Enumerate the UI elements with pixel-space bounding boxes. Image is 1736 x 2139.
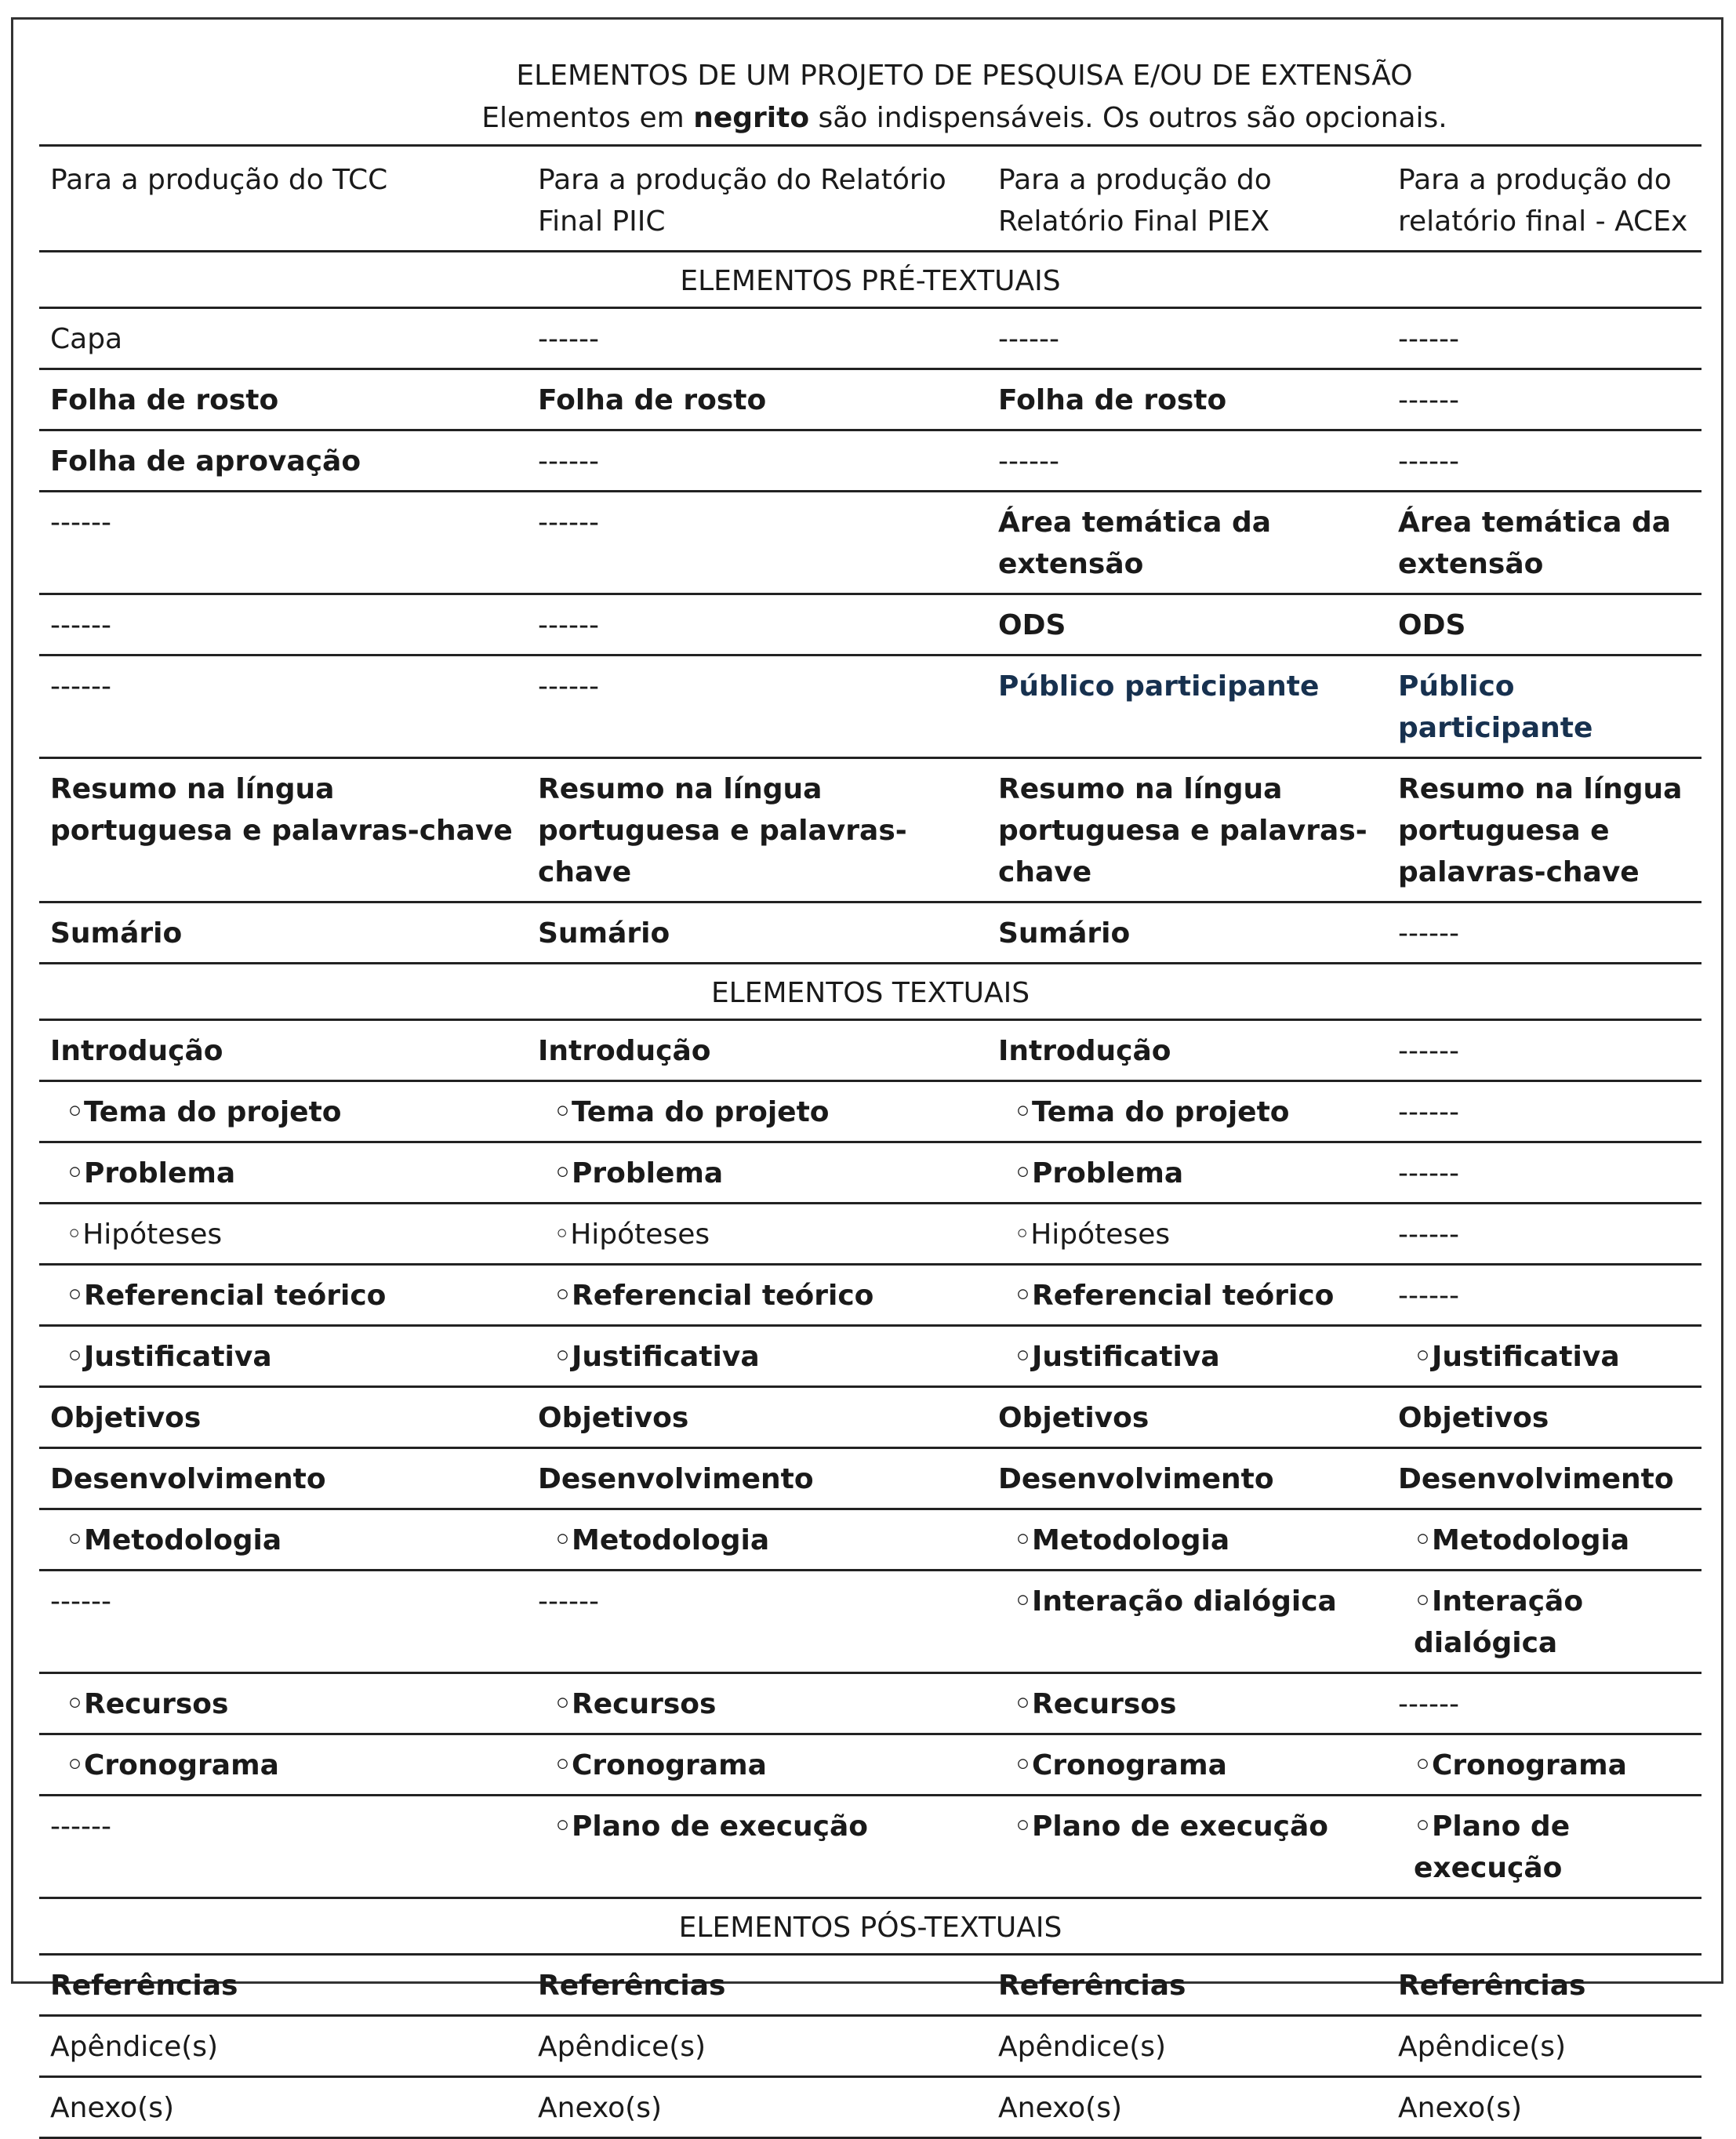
section-heading-pre-textual-row [39,252,1701,308]
table-cell: Desenvolvimento [1387,1448,1701,1509]
table-cell: ◦Justificativa [527,1326,987,1387]
table-cell: ◦Referencial teórico [39,1265,527,1326]
table-cell: Capa [39,308,527,369]
table-cell: ------ [1387,1081,1701,1142]
section-heading-textual: ELEMENTOS TEXTUAIS [39,964,1701,1020]
table-cell: ------ [527,594,987,656]
table-cell: Desenvolvimento [39,1448,527,1509]
table-row [39,2077,1701,2138]
table-row [39,1734,1701,1796]
table-cell: ◦Problema [987,1142,1387,1204]
subtitle-start: Elementos em [481,102,685,134]
table-cell: ------ [1387,1204,1701,1265]
table-cell: Apêndice(s) [527,2016,987,2077]
table-cell: ------ [987,430,1387,492]
table-cell: Anexo(s) [39,2077,527,2138]
table-cell: ------ [1387,308,1701,369]
table-cell: Objetivos [39,1387,527,1448]
table-cell: Sumário [987,902,1387,964]
table-row [39,492,1701,594]
table-row [39,902,1701,964]
table-cell: ODS [1387,594,1701,656]
table-cell: ◦Tema do projeto [527,1081,987,1142]
table-row [39,1204,1701,1265]
table-cell: ------ [1387,902,1701,964]
table-cell: Introdução [527,1020,987,1081]
table-cell: ------ [39,656,527,758]
table-row [39,1955,1701,2016]
elements-table [39,147,1701,2139]
table-cell: ◦Problema [39,1142,527,1204]
table-row [39,1509,1701,1571]
table-cell: ◦Tema do projeto [39,1081,527,1142]
table-row [39,1142,1701,1204]
table-cell: Folha de aprovação [39,430,527,492]
title-block [39,55,1701,147]
table-cell: ◦Problema [527,1142,987,1204]
table-cell: ------ [1387,1142,1701,1204]
table-cell: ------ [39,594,527,656]
table-cell: ◦Plano de execução [1387,1796,1701,1898]
table-cell: Sumário [39,902,527,964]
table-cell: ◦Hipóteses [987,1204,1387,1265]
table-cell: ------ [1387,1020,1701,1081]
table-cell: Folha de rosto [987,369,1387,430]
table-cell: ------ [39,1571,527,1673]
table-cell: ------ [527,430,987,492]
table-cell: Resumo na língua portuguesa e palavras-chave [527,758,987,902]
table-cell: Referências [987,1955,1387,2016]
table-cell: ODS [987,594,1387,656]
table-row [39,1448,1701,1509]
table-row [39,1326,1701,1387]
table-cell: ◦Tema do projeto [987,1081,1387,1142]
table-cell: ------ [1387,1673,1701,1734]
section-heading-pre-textual: ELEMENTOS PRÉ-TEXTUAIS [39,252,1701,308]
section-heading-textual-row [39,964,1701,1020]
elements-table-body [39,147,1701,2138]
table-cell: ------ [1387,1265,1701,1326]
table-cell: ◦Metodologia [527,1509,987,1571]
table-row [39,1081,1701,1142]
table-cell: ◦Cronograma [987,1734,1387,1796]
table-cell: ◦Cronograma [1387,1734,1701,1796]
subtitle-end: são indispensáveis. Os outros são opcionais. [818,102,1447,134]
document-sheet [39,55,1701,2139]
table-cell: ◦Metodologia [1387,1509,1701,1571]
table-cell: ------ [1387,430,1701,492]
table-row [39,1571,1701,1673]
table-row [39,308,1701,369]
table-cell: Desenvolvimento [987,1448,1387,1509]
table-cell: Área temática da extensão [987,492,1387,594]
table-cell: ------ [527,492,987,594]
table-cell: ◦Recursos [987,1673,1387,1734]
table-cell: ◦Plano de execução [527,1796,987,1898]
table-cell: Referências [39,1955,527,2016]
table-row [39,1020,1701,1081]
table-cell: ◦Referencial teórico [527,1265,987,1326]
column-header-row [39,147,1701,252]
subtitle-emphasis: negrito [693,102,810,134]
column-header-tcc: Para a produção do TCC [39,147,527,252]
table-cell: ◦Justificativa [39,1326,527,1387]
table-cell: Área temática da extensão [1387,492,1701,594]
table-cell: ◦Referencial teórico [987,1265,1387,1326]
table-cell: ◦Justificativa [987,1326,1387,1387]
column-header-piic: Para a produção do Relatório Final PIIC [527,147,987,252]
table-cell: Folha de rosto [39,369,527,430]
page-title: ELEMENTOS DE UM PROJETO DE PESQUISA E/OU DE EXTENSÃO [516,60,1413,92]
table-cell: ◦Justificativa [1387,1326,1701,1387]
table-cell: Referências [527,1955,987,2016]
table-cell: ◦Metodologia [987,1509,1387,1571]
table-cell: Introdução [987,1020,1387,1081]
table-cell: Desenvolvimento [527,1448,987,1509]
table-cell: Introdução [39,1020,527,1081]
table-cell: Apêndice(s) [987,2016,1387,2077]
table-cell: Apêndice(s) [39,2016,527,2077]
table-cell: Anexo(s) [987,2077,1387,2138]
table-cell: ◦Hipóteses [527,1204,987,1265]
table-cell: Referências [1387,1955,1701,2016]
table-cell: ------ [39,492,527,594]
table-cell: Objetivos [1387,1387,1701,1448]
table-row [39,2016,1701,2077]
table-cell: ◦Recursos [39,1673,527,1734]
table-cell: Público participante [1387,656,1701,758]
table-cell: Sumário [527,902,987,964]
table-cell: ------ [527,656,987,758]
table-cell: Anexo(s) [1387,2077,1701,2138]
table-row [39,1673,1701,1734]
table-cell: ◦Interação dialógica [1387,1571,1701,1673]
table-row [39,758,1701,902]
table-cell: Resumo na língua portuguesa e palavras-chave [1387,758,1701,902]
table-row [39,594,1701,656]
table-cell: ------ [1387,369,1701,430]
table-cell: ◦Cronograma [527,1734,987,1796]
table-cell: Apêndice(s) [1387,2016,1701,2077]
section-heading-post-textual: ELEMENTOS PÓS-TEXTUAIS [39,1898,1701,1955]
table-cell: ◦Interação dialógica [987,1571,1387,1673]
table-cell: ◦Plano de execução [987,1796,1387,1898]
table-cell: Resumo na língua portuguesa e palavras-chave [987,758,1387,902]
table-cell: ------ [39,1796,527,1898]
table-cell: ◦Hipóteses [39,1204,527,1265]
table-row [39,656,1701,758]
table-cell: Folha de rosto [527,369,987,430]
table-cell: Objetivos [987,1387,1387,1448]
page-subtitle [227,97,1701,140]
table-row [39,1796,1701,1898]
column-header-acex: Para a produção do relatório final - ACEx [1387,147,1701,252]
table-cell: ◦Cronograma [39,1734,527,1796]
table-cell: Anexo(s) [527,2077,987,2138]
table-cell: ◦Recursos [527,1673,987,1734]
section-heading-post-textual-row [39,1898,1701,1955]
table-cell: ------ [527,308,987,369]
table-row [39,369,1701,430]
table-cell: ------ [527,1571,987,1673]
table-row [39,1265,1701,1326]
table-cell: Público participante [987,656,1387,758]
table-row [39,1387,1701,1448]
table-cell: Objetivos [527,1387,987,1448]
table-cell: ------ [987,308,1387,369]
table-cell: ◦Metodologia [39,1509,527,1571]
table-cell: Resumo na língua portuguesa e palavras-chave [39,758,527,902]
column-header-piex: Para a produção do Relatório Final PIEX [987,147,1387,252]
table-row [39,430,1701,492]
